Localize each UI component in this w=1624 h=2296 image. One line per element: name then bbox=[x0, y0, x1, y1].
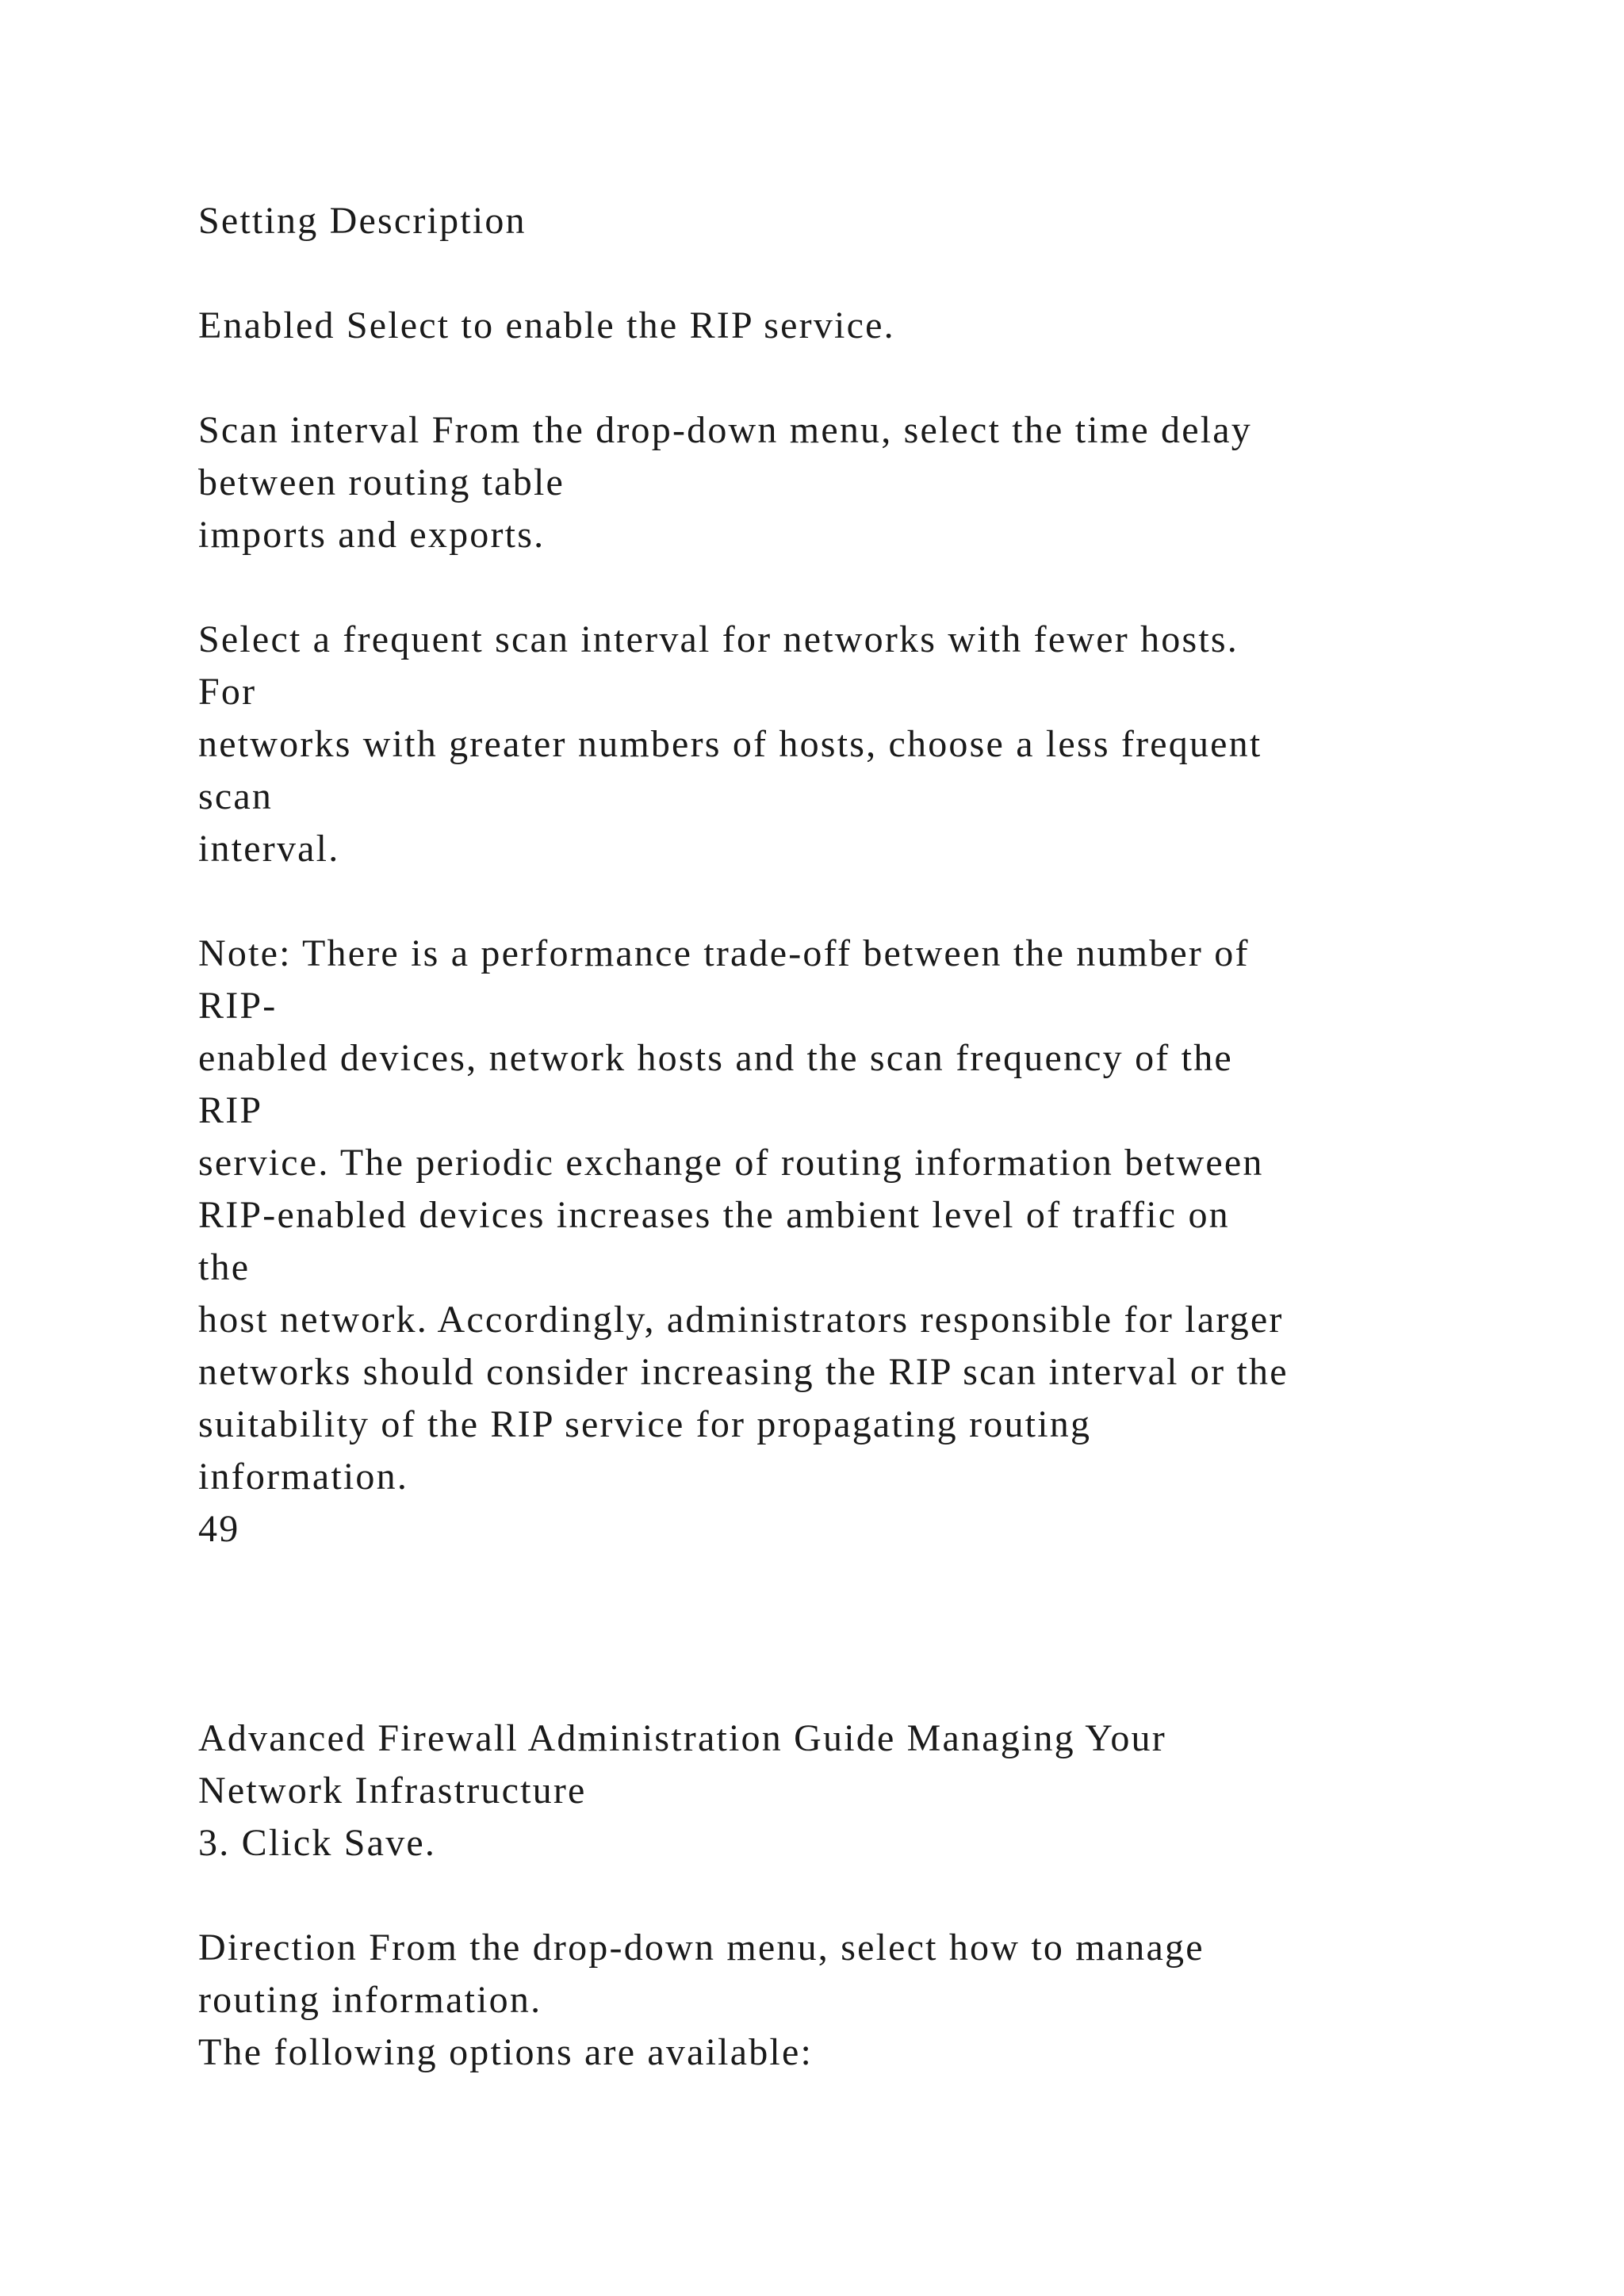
direction-line: The following options are available: bbox=[198, 2031, 813, 2073]
page-number: 49 bbox=[198, 1508, 240, 1550]
note-line: networks should consider increasing the RIP scan interval or the bbox=[198, 1351, 1289, 1393]
note-line: host network. Accordingly, administrators responsible for larger bbox=[198, 1299, 1284, 1341]
direction-row bbox=[198, 1922, 1546, 2079]
table-header: Setting Description bbox=[198, 200, 527, 242]
note-line: RIP- bbox=[198, 985, 278, 1027]
scan-interval-line: between routing table bbox=[198, 461, 565, 503]
running-header-line: Network Infrastructure bbox=[198, 1770, 587, 1812]
note-paragraph bbox=[198, 928, 1546, 1503]
document-page bbox=[198, 195, 1546, 2079]
paragraph-line: scan bbox=[198, 775, 274, 817]
direction-line: Direction From the drop-down menu, select how to manage bbox=[198, 1927, 1205, 1969]
scan-interval-row bbox=[198, 404, 1546, 561]
note-line: enabled devices, network hosts and the scan frequency of the bbox=[198, 1037, 1233, 1079]
paragraph-line: For bbox=[198, 671, 257, 713]
paragraph-line: networks with greater numbers of hosts, choose a less frequent bbox=[198, 723, 1262, 765]
scan-interval-line: imports and exports. bbox=[198, 514, 546, 556]
running-header bbox=[198, 1712, 1546, 1817]
paragraph-line: Select a frequent scan interval for networks with fewer hosts. bbox=[198, 618, 1239, 660]
scan-interval-line: Scan interval From the drop-down menu, select the time delay bbox=[198, 409, 1252, 451]
note-line: RIP bbox=[198, 1089, 263, 1131]
frequent-scan-paragraph bbox=[198, 614, 1546, 875]
enabled-row: Enabled Select to enable the RIP service. bbox=[198, 304, 895, 346]
note-line: information. bbox=[198, 1456, 409, 1498]
note-line: suitability of the RIP service for propagating routing bbox=[198, 1403, 1092, 1445]
running-header-line: Advanced Firewall Administration Guide Managing Your bbox=[198, 1717, 1166, 1759]
note-line: Note: There is a performance trade-off between the number of bbox=[198, 932, 1250, 974]
direction-line: routing information. bbox=[198, 1979, 542, 2021]
step-instruction: 3. Click Save. bbox=[198, 1822, 437, 1864]
note-line: RIP-enabled devices increases the ambient level of traffic on bbox=[198, 1194, 1230, 1236]
note-line: service. The periodic exchange of routing information between bbox=[198, 1142, 1264, 1184]
note-line: the bbox=[198, 1246, 251, 1288]
paragraph-line: interval. bbox=[198, 828, 340, 870]
